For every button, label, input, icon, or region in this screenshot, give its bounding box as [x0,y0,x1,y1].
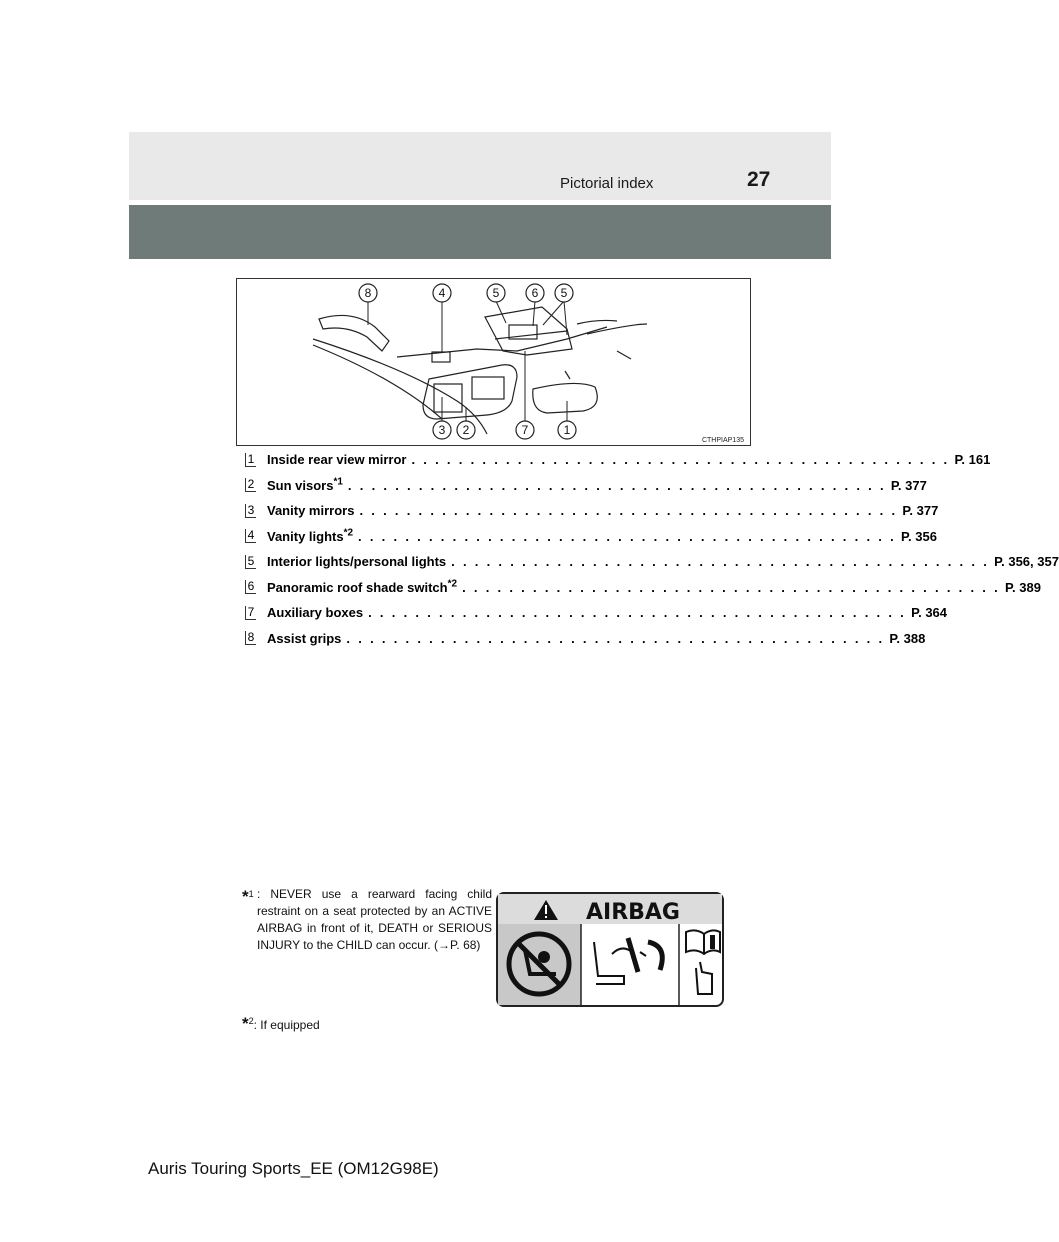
callout-2: 2 [462,423,470,437]
callout-3: 3 [438,423,446,437]
page-reference[interactable]: P. 388 [889,630,926,646]
index-list [245,447,1059,651]
item-label: Sun visors$^{*1}$ [267,476,343,493]
page-reference[interactable]: P. 356, 357 [994,554,1059,570]
seat-airbag-diagram-icon [594,938,662,984]
page-reference[interactable]: P. 377 [902,503,939,519]
header-band [129,132,831,200]
manual-book-icon [686,930,720,994]
item-label: Vanity lights$^{*2}$ [267,527,354,544]
page-reference[interactable]: P. 389 [1005,579,1041,595]
item-number: 8 [245,631,256,645]
index-row [245,447,991,473]
section-title: Pictorial index [560,175,654,192]
callout-7: 7 [521,423,529,437]
dot-leader: . . . . . . . . . . . . . . . . . . . . . . . . . . . . . . . . . . . . . . . . . . . . . . [358,528,897,544]
dot-leader: . . . . . . . . . . . . . . . . . . . . . . . . . . . . . . . . . . . . . . . . . . . . . . [359,503,898,519]
page-number: 27 [747,168,771,191]
dot-leader: . . . . . . . . . . . . . . . . . . . . . . . . . . . . . . . . . . . . . . . . . . . . . . [368,605,907,621]
callout-4: 4 [438,286,446,300]
page-reference[interactable]: P. 364 [911,605,948,621]
dot-leader: . . . . . . . . . . . . . . . . . . . . . . . . . . . . . . . . . . . . . . . . . . . . . . [451,554,990,570]
footnote-1-mark: *$^1$ [242,887,254,906]
callout-1: 1 [563,423,571,437]
dot-leader: . . . . . . . . . . . . . . . . . . . . . . . . . . . . . . . . . . . . . . . . . . . . . . [411,452,950,468]
callout-6: 6 [531,286,539,300]
index-row [245,549,1059,575]
page-reference[interactable]: P. 161 [954,452,991,468]
callout-5a: 5 [492,286,500,300]
footnote-2-text: : If equipped [253,1018,320,1032]
index-row [245,575,1041,601]
item-number: 1 [245,453,256,467]
item-number: 3 [245,504,256,518]
item-number: 6 [245,580,256,594]
item-label: Auxiliary boxes [267,605,364,621]
item-label: Assist grips [267,630,342,646]
item-number: 4 [245,529,256,543]
footnote-1 [242,886,492,954]
item-label: Inside rear view mirror [267,452,407,468]
document-footer: Auris Touring Sports_EE (OM12G98E) [148,1159,439,1178]
item-label: Interior lights/personal lights [267,554,447,570]
airbag-title: AIRBAG [585,900,681,925]
item-number: 5 [245,555,256,569]
footnote-2: *$^2$: If equipped [242,1014,320,1033]
dot-leader: . . . . . . . . . . . . . . . . . . . . . . . . . . . . . . . . . . . . . . . . . . . . . . [347,477,886,493]
index-row [245,626,926,652]
item-number: 2 [245,478,256,492]
title-band [129,205,831,259]
item-label: Panoramic roof shade switch$^{*2}$ [267,578,458,595]
index-row [245,524,937,550]
interior-illustration [236,278,751,446]
item-label: Vanity mirrors [267,503,355,519]
figure-code: CTHPIAP135 [701,437,744,444]
item-number: 7 [245,606,256,620]
index-row [245,498,939,524]
index-row [245,600,948,626]
page-reference[interactable]: P. 377 [890,477,927,493]
callout-8: 8 [364,286,372,300]
index-row [245,473,927,499]
airbag-label-graphic [498,894,722,1005]
dot-leader: . . . . . . . . . . . . . . . . . . . . . . . . . . . . . . . . . . . . . . . . . . . . . . [462,579,1001,595]
dot-leader: . . . . . . . . . . . . . . . . . . . . . . . . . . . . . . . . . . . . . . . . . . . . . . [346,630,885,646]
ceiling-drawing [237,279,750,445]
callout-5b: 5 [560,286,568,300]
page-reference[interactable]: P. 356 [901,528,937,544]
footnote-1-text: : NEVER use a rearward facing child restraint on a seat protected by an ACTIVE AIRBAG in front of it, DEATH or SERIOUS INJURY to the CHILD can occur. (→P. 68) [257,887,492,952]
airbag-warning-label [496,892,724,1007]
